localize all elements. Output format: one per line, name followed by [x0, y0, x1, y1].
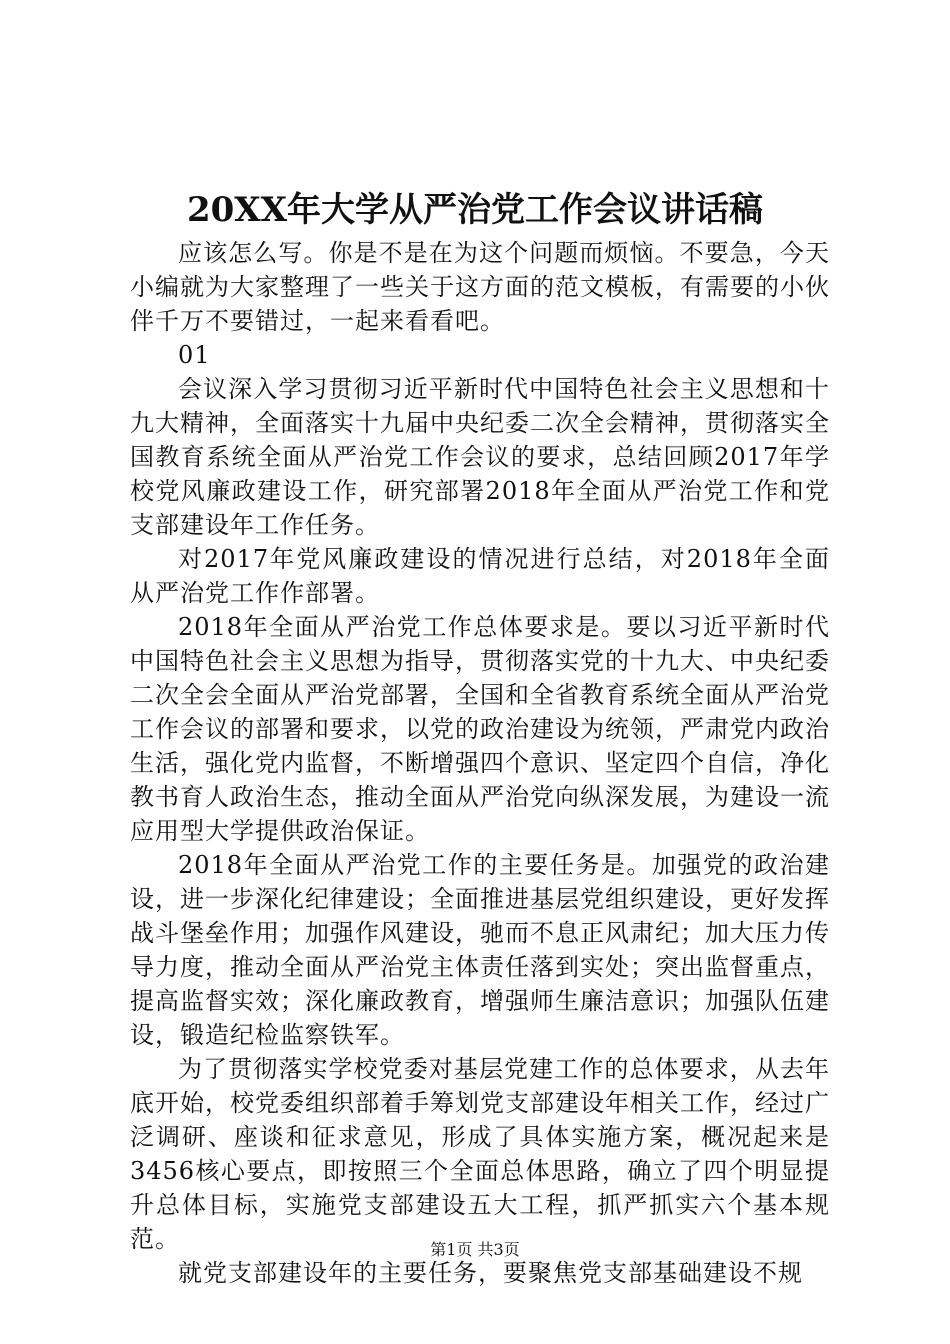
page-footer: 第1页 共3页 [430, 1240, 520, 1259]
paragraph-general-requirements: 2018年全面从严治党工作总体要求是。要以习近平新时代中国特色社会主义思想为指导，贯彻落实党的十九大、中央纪委二次全会全面从严治党部署，全国和全省教育系统全面从严治党工作会议的部署和要求，以党的政治建设为统领，严肃党内政治生活，强化党内监督，不断增强四个意识、坚定四个自信，净化教书育人政治生态，推动全面从严治党向纵深发展，为建设一流应用型大学提供政治保证。 [130, 613, 830, 845]
paragraph-meeting-summary: 会议深入学习贯彻习近平新时代中国特色社会主义思想和十九大精神，全面落实十九届中央纪委二次全会精神，贯彻落实全国教育系统全面从严治党工作会议的要求，总结回顾2017年学校党风廉政建设工作，研究部署2018年全面从严治党工作和党支部建设年工作任务。 [130, 375, 830, 539]
document-title: 20XX年大学从严治党工作会议讲话稿 [186, 190, 764, 230]
paragraph-branch-tasks: 就党支部建设年的主要任务，要聚焦党支部基础建设不规 [178, 1259, 803, 1287]
paragraph-intro: 应该怎么写。你是不是在为这个问题而烦恼。不要急，今天小编就为大家整理了一些关于这方面的范文模板，有需要的小伙伴千万不要错过，一起来看看吧。 [130, 239, 830, 335]
paragraph-main-tasks: 2018年全面从严治党工作的主要任务是。加强党的政治建设，进一步深化纪律建设；全面推进基层党组织建设，更好发挥战斗堡垒作用；加强作风建设，驰而不息正风肃纪；加大压力传导力度，推动全面从严治党主体责任落到实处；突出监督重点，提高监督实效；深化廉政教育，增强师生廉洁意识；加强队伍建设，锻造纪检监察铁军。 [130, 851, 830, 1049]
document-body [130, 236, 830, 1290]
paragraph-implementation: 为了贯彻落实学校党委对基层党建工作的总体要求，从去年底开始，校党委组织部着手筹划党支部建设年相关工作，经过广泛调研、座谈和征求意见，形成了具体实施方案，概况起来是3456核心要点，即按照三个全面总体思路，确立了四个明显提升总体目标，实施党支部建设五大工程，抓严抓实六个基本规范。 [130, 1055, 830, 1253]
paragraph-review: 对2017年党风廉政建设的情况进行总结，对2018年全面从严治党工作作部署。 [130, 545, 830, 607]
paragraph-section-number: 01 [178, 341, 211, 369]
